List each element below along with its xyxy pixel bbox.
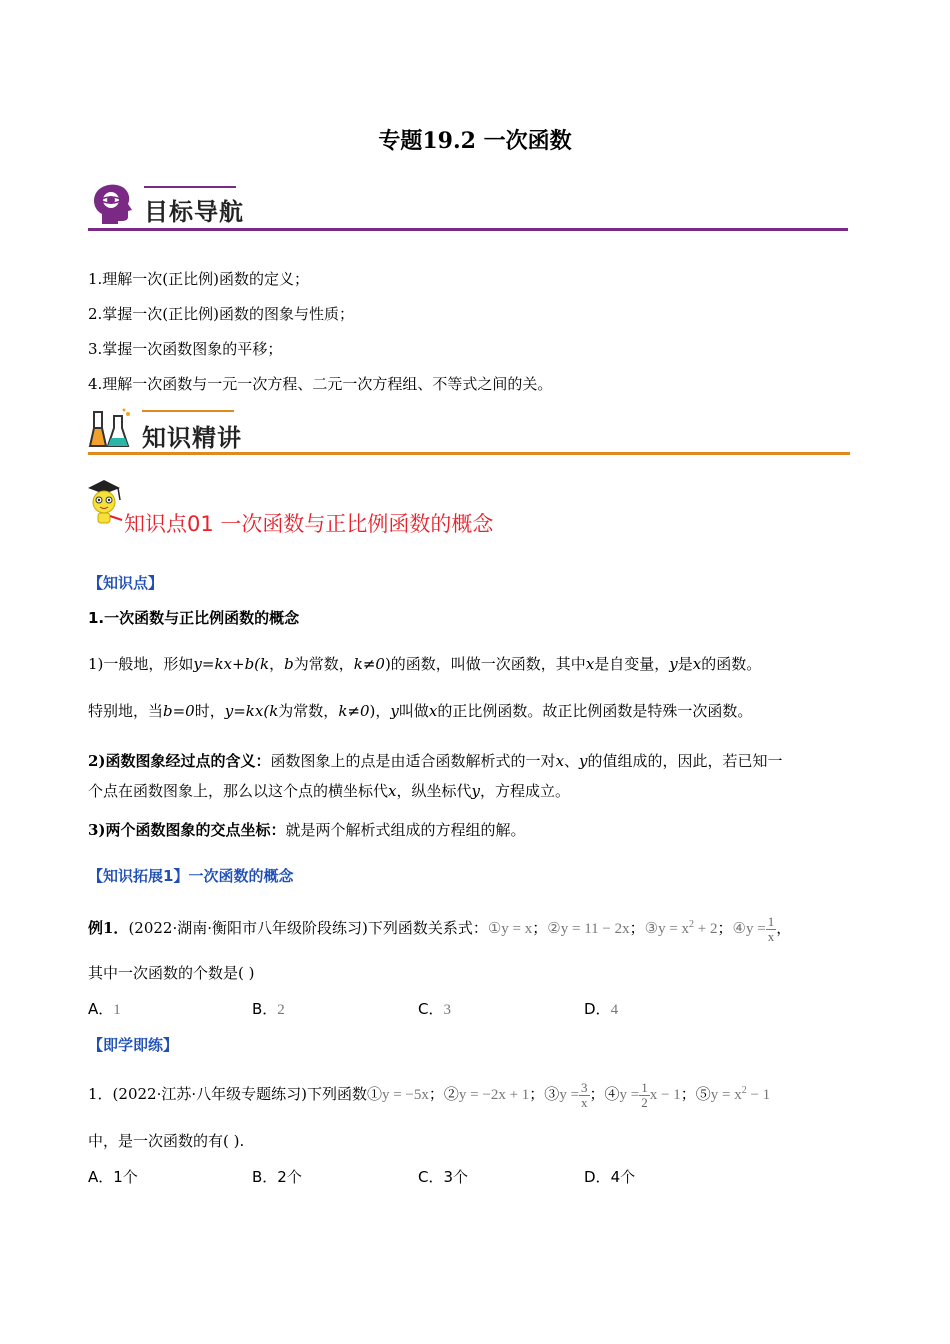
- goal-nav-top-rule: [144, 186, 236, 188]
- example-1-f3: [645, 921, 718, 937]
- example-1-sep-3: ；: [717, 919, 733, 937]
- q1-stem-text: 1．(2022·江苏·八年级专题练习)下列函数①: [88, 1085, 382, 1103]
- p1-text-a: 1)一般地，形如: [88, 655, 194, 673]
- option-label: A．: [88, 1000, 114, 1018]
- p3-line2b: ，纵坐标代: [396, 782, 472, 800]
- example-1-f3-sup: 2: [689, 919, 695, 930]
- graduate-mascot-icon: [84, 478, 124, 528]
- knowledge-paragraph-2: [88, 700, 752, 722]
- question-1-stem: [88, 1080, 878, 1110]
- q1-f4-end: x − 1: [649, 1087, 681, 1103]
- option-value: 3个: [443, 1168, 469, 1186]
- p2-x1: x: [428, 702, 438, 720]
- option-value: 4个: [610, 1168, 636, 1186]
- knowledge-heading: 1.一次函数与正比例函数的概念: [88, 609, 300, 627]
- q1-f3-den: x: [581, 1095, 588, 1111]
- p3-bold: 2)函数图象经过点的含义：: [88, 752, 271, 770]
- q1-f5: [711, 1087, 770, 1103]
- knowledge-top-rule: [142, 410, 234, 412]
- p1-text-e: 是自变量，: [594, 655, 670, 673]
- brain-head-icon: [88, 180, 136, 228]
- p1-text-c: 为常数，: [293, 655, 354, 673]
- example-1-f3-base: ③y = x: [644, 921, 690, 937]
- knowledge-paragraph-4: [88, 819, 526, 841]
- option-value: 1: [113, 1002, 121, 1018]
- p1-x1: x: [585, 655, 595, 673]
- goal-item-4: 4.理解一次函数与一元一次方程、二元一次方程组、不等式之间的关。: [88, 375, 553, 393]
- example-1-question: 其中一次函数的个数是( ): [88, 964, 255, 982]
- example-1-f4-frac: [766, 915, 777, 944]
- p2-y1: y: [390, 702, 399, 720]
- question-1-option-c[interactable]: [418, 1166, 468, 1187]
- q1-f3-pre: y =: [559, 1087, 580, 1103]
- p4-text: 就是两个解析式组成的方程组的解。: [285, 821, 526, 839]
- knowledge-paragraph-1: [88, 653, 761, 675]
- q1-f4-den: 2: [641, 1095, 648, 1111]
- q1-f5-end: − 1: [746, 1087, 771, 1103]
- option-value: 3: [443, 1002, 451, 1018]
- p2-k-cond: k≠0: [338, 702, 370, 720]
- q1-f4-num: 1: [641, 1080, 648, 1096]
- question-1-text: 中，是一次函数的有( ).: [88, 1132, 245, 1150]
- p3-text-b: 的值组成的，因此，若已知一: [587, 752, 783, 770]
- example-1-f4-den: x: [767, 929, 775, 945]
- option-label: C．: [418, 1000, 444, 1018]
- p3-x: x: [555, 752, 565, 770]
- example-1-option-a[interactable]: [88, 998, 121, 1019]
- option-label: C．: [418, 1168, 444, 1186]
- example-1-sep-2: ；: [629, 919, 645, 937]
- knowledge-paragraph-3: [88, 746, 868, 806]
- option-label: A．: [88, 1168, 114, 1186]
- p4-bold: 3)两个函数图象的交点坐标：: [88, 821, 286, 839]
- goal-nav-rule: [88, 228, 848, 231]
- q1-f4-pre: y =: [619, 1087, 640, 1103]
- p2-b-cond: b=0: [163, 702, 195, 720]
- example-1-f4: [732, 914, 777, 945]
- example-1-f4-pre: ④y =: [732, 921, 766, 937]
- q1-c5: ；⑤: [680, 1085, 711, 1103]
- option-value: 1个: [113, 1168, 138, 1186]
- lab-flask-icon: [88, 406, 134, 452]
- q1-c4: ；④: [589, 1085, 620, 1103]
- knowledge-point-title: 知识点01 一次函数与正比例函数的概念: [124, 512, 494, 536]
- p2-formula: y=kx(k: [224, 702, 279, 720]
- p1-text-g: 的函数。: [701, 655, 762, 673]
- p1-b-var: b: [284, 655, 294, 673]
- goal-item-3: 3.掌握一次函数图象的平移；: [88, 340, 283, 358]
- example-1-stem: [88, 914, 878, 944]
- q1-f2: y = −2x + 1: [458, 1087, 530, 1103]
- p2-text-d: )，: [369, 702, 391, 720]
- example-1-f3-end: + 2: [694, 921, 718, 937]
- p3-y2: y: [471, 782, 480, 800]
- goal-nav-banner: [88, 180, 848, 234]
- example-1-option-b[interactable]: [252, 998, 285, 1019]
- q1-f1: y = −5x: [381, 1087, 429, 1103]
- p3-line2c: ，方程成立。: [479, 782, 570, 800]
- p1-y1: y: [669, 655, 678, 673]
- q1-c3: ；③: [529, 1085, 560, 1103]
- p1-k-cond: k≠0: [353, 655, 385, 673]
- knowledge-banner: [88, 404, 850, 458]
- p3-x2: x: [388, 782, 397, 800]
- example-1-comma: ，: [776, 919, 792, 937]
- p2-text-c: 为常数，: [278, 702, 339, 720]
- q1-f3-num: 3: [581, 1080, 588, 1096]
- example-1-f1: ①y = x: [487, 921, 533, 937]
- option-value: 2: [277, 1002, 285, 1018]
- example-1-label: 例1．: [88, 919, 129, 937]
- example-1-stem-text: (2022·湖南·衡阳市八年级阶段练习)下列函数关系式：: [128, 919, 488, 937]
- option-value: 4: [610, 1002, 619, 1018]
- knowledge-rule: [88, 452, 850, 455]
- q1-f5-sup: 2: [741, 1085, 747, 1096]
- p3-sep: 、: [564, 752, 580, 770]
- goal-nav-label: 目标导航: [144, 198, 244, 226]
- p3-line2a: 个点在函数图象上，那么以这个点的横坐标代: [88, 782, 389, 800]
- example-1-option-d[interactable]: [584, 998, 618, 1019]
- page-title: 专题19.2 一次函数: [378, 128, 572, 154]
- p1-text-f: 是: [677, 655, 693, 673]
- p1-text-b: ，: [269, 655, 285, 673]
- option-label: B．: [252, 1000, 278, 1018]
- p1-x2: x: [692, 655, 702, 673]
- p1-text-d: )的函数，叫做一次函数，其中: [384, 655, 586, 673]
- p1-formula: y=kx+b(k: [193, 655, 270, 673]
- option-value: 2个: [277, 1168, 302, 1186]
- q1-c2: ；②: [428, 1085, 459, 1103]
- q1-f5-base: y = x: [710, 1087, 742, 1103]
- example-1-option-c[interactable]: [418, 998, 451, 1019]
- example-1-sep-1: ；: [532, 919, 548, 937]
- p3-text-a: 函数图象上的点是由适合函数解析式的一对: [270, 752, 556, 770]
- q1-f3-frac: [579, 1081, 590, 1110]
- p2-text-f: 的正比例函数。故正比例函数是特殊一次函数。: [437, 702, 753, 720]
- p2-text-a: 特别地，当: [88, 702, 164, 720]
- p3-y: y: [579, 752, 588, 770]
- example-1-f4-num: 1: [767, 914, 775, 930]
- knowledge-tag: 【知识点】: [88, 574, 164, 592]
- option-label: D．: [584, 1000, 611, 1018]
- goal-item-2: 2.掌握一次(正比例)函数的图象与性质；: [88, 305, 355, 323]
- question-1-option-a[interactable]: [88, 1166, 138, 1187]
- question-1-option-d[interactable]: [584, 1166, 635, 1187]
- p2-text-e: 叫做: [398, 702, 429, 720]
- p2-text-b: 时，: [194, 702, 225, 720]
- q1-f4: [619, 1080, 681, 1111]
- extension-tag: 【知识拓展1】一次函数的概念: [88, 867, 294, 885]
- question-1-option-b[interactable]: [252, 1166, 302, 1187]
- goal-item-1: 1.理解一次(正比例)函数的定义；: [88, 270, 310, 288]
- q1-f3: [559, 1080, 589, 1111]
- q1-f4-frac: [639, 1081, 650, 1110]
- practice-tag: 【即学即练】: [88, 1036, 179, 1054]
- example-1-f2: ②y = 11 − 2x: [547, 921, 630, 937]
- option-label: B．: [252, 1168, 278, 1186]
- option-label: D．: [584, 1168, 611, 1186]
- knowledge-banner-label: 知识精讲: [142, 424, 242, 452]
